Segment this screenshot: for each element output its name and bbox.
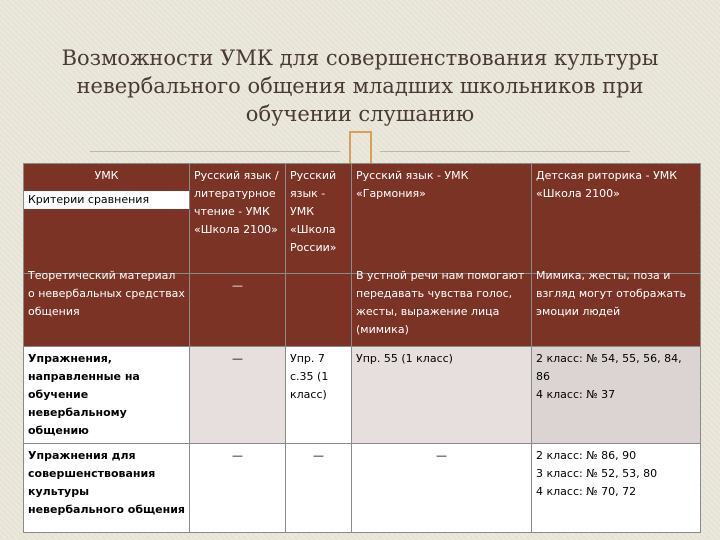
row-cell-col2: Упр. 7 с.35 (1 класс)	[286, 347, 352, 444]
table-header-row	[24, 164, 701, 274]
divider-left	[90, 151, 340, 152]
table-row	[24, 274, 701, 347]
row-cell-col3: —	[352, 444, 532, 533]
slide-title: Возможности УМК для совершенствования культуры невербального общения младших школьников при обучении слушанию	[61, 46, 659, 126]
header-criteria-label: Критерии сравнения	[24, 191, 189, 209]
table-row	[24, 444, 701, 533]
row-cell-col2: —	[286, 444, 352, 533]
row-cell-col3: Упр. 55 (1 класс)	[352, 347, 532, 444]
row-criterion: Теоретический материал о невербальных средствах общения	[24, 274, 190, 347]
header-corner-cell	[24, 164, 190, 274]
row-cell-col1: —	[190, 444, 286, 533]
row-cell-col4: 2 класс: № 86, 90 3 класс: № 52, 53, 80 4 класс: № 70, 72	[532, 444, 701, 533]
bracket-ornament-icon	[349, 131, 372, 167]
divider-right	[380, 151, 630, 152]
header-col2: Русский язык - УМК «Школа России»	[286, 164, 352, 274]
row-cell-col1: —	[190, 274, 286, 347]
row-cell-col3: В устной речи нам помогают передавать чувства голос, жесты, выражение лица (мимика)	[352, 274, 532, 347]
row-cell-col2	[286, 274, 352, 347]
header-col3: Русский язык - УМК «Гармония»	[352, 164, 532, 274]
table-row	[24, 347, 701, 444]
row-cell-col1: —	[190, 347, 286, 444]
header-umk-label: УМК	[94, 169, 119, 182]
header-col1: Русский язык /литературное чтение - УМК «Школа 2100»	[190, 164, 286, 274]
row-criterion: Упражнения, направленные на обучение невербальному общению	[24, 347, 190, 444]
comparison-table	[23, 163, 701, 533]
header-col4: Детская риторика - УМК «Школа 2100»	[532, 164, 701, 274]
row-cell-col4: Мимика, жесты, поза и взгляд могут отображать эмоции людей	[532, 274, 701, 347]
row-cell-col4: 2 класс: № 54, 55, 56, 84, 86 4 класс: № 37	[532, 347, 701, 444]
row-criterion: Упражнения для совершенствования культуры невербального общения	[24, 444, 190, 533]
